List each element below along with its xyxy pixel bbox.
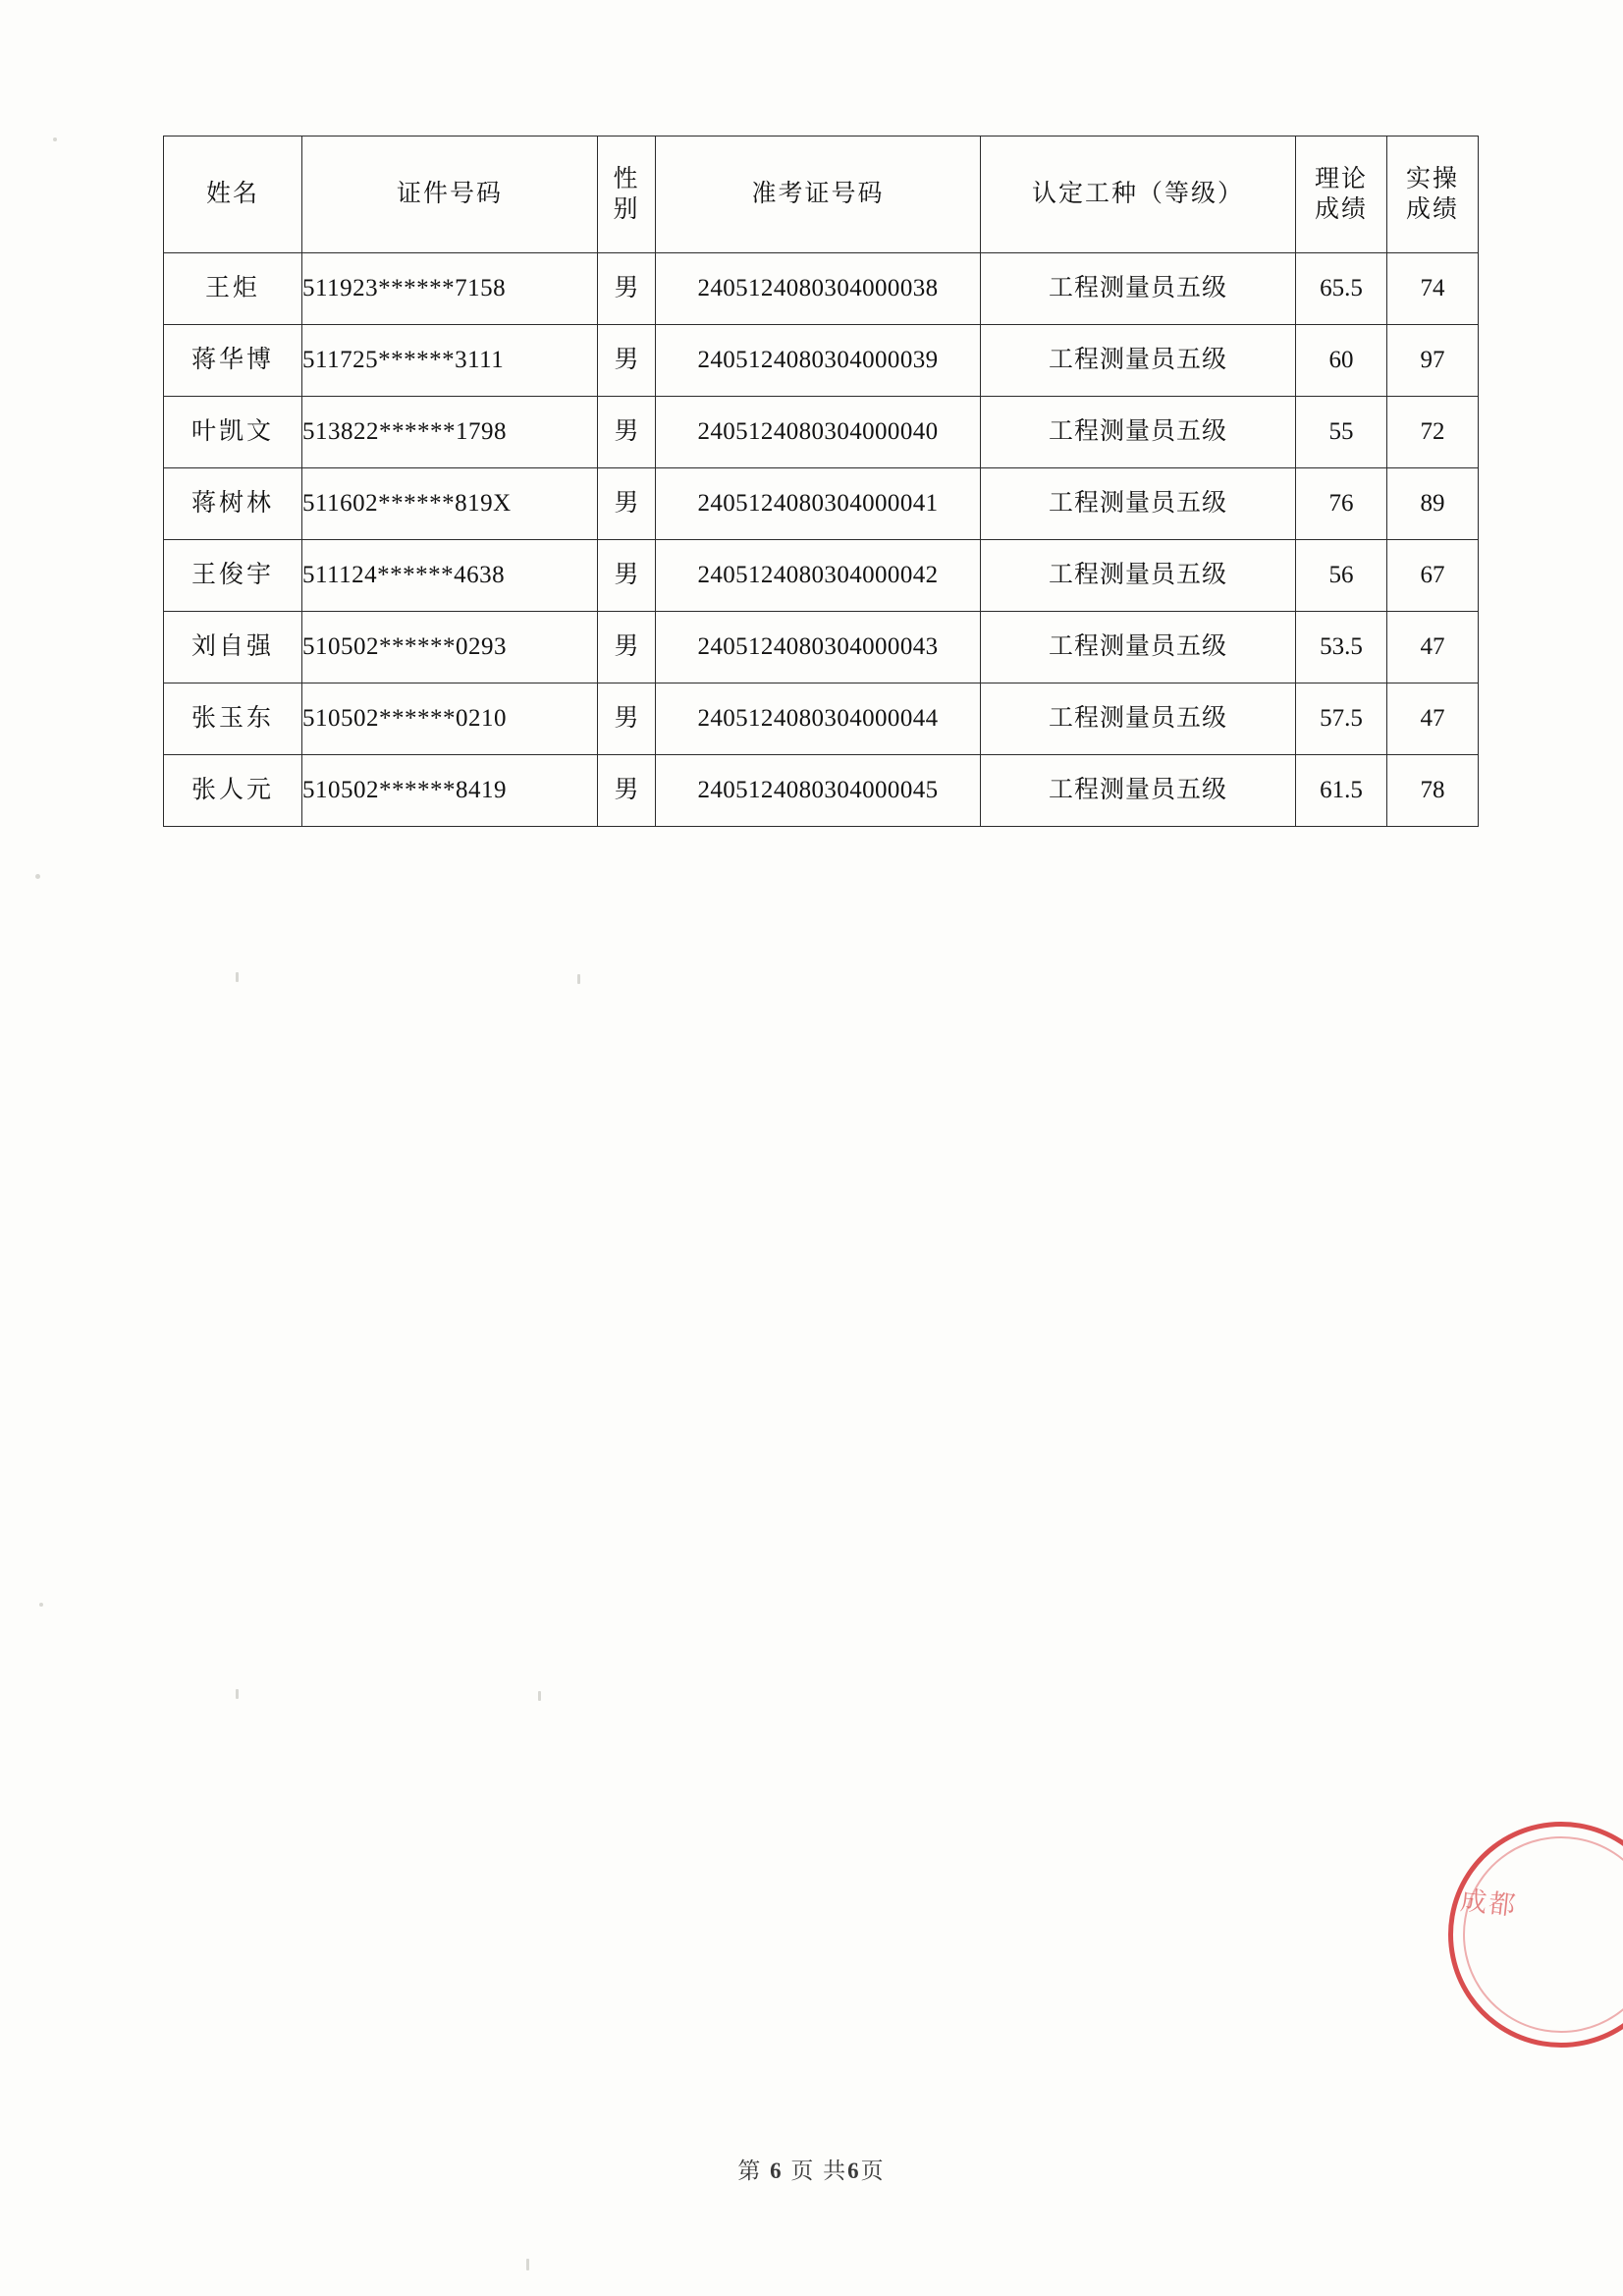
table-header-row [164, 137, 1479, 253]
cell-trade: 工程测量员五级 [981, 397, 1296, 468]
cell-gender: 男 [598, 325, 656, 397]
footer-middle: 页 [790, 2159, 816, 2183]
cell-ticket: 2405124080304000044 [656, 683, 981, 755]
cell-name: 蒋华博 [164, 325, 302, 397]
cell-name: 王俊宇 [164, 540, 302, 612]
stamp-inner-ring [1444, 1818, 1623, 2050]
cell-ticket: 2405124080304000043 [656, 612, 981, 683]
column-header-gender-line1: 性 [613, 165, 640, 192]
cell-ticket: 2405124080304000038 [656, 253, 981, 325]
cell-ticket: 2405124080304000039 [656, 325, 981, 397]
table-row [164, 612, 1479, 683]
scan-speck [577, 974, 580, 984]
table-row [164, 683, 1479, 755]
scan-speck [236, 1689, 239, 1699]
cell-theory: 55 [1296, 397, 1387, 468]
footer-suffix: 页 [860, 2159, 886, 2183]
footer-total-prefix: 共 [823, 2159, 848, 2183]
cell-ticket: 2405124080304000040 [656, 397, 981, 468]
footer-prefix: 第 [737, 2159, 763, 2183]
cell-trade: 工程测量员五级 [981, 612, 1296, 683]
footer-total-pages: 6 [847, 2159, 861, 2183]
cell-id: 510502******0210 [302, 683, 598, 755]
official-stamp [1428, 1801, 1623, 2069]
column-header-theory-line2: 成绩 [1314, 196, 1368, 223]
cell-trade: 工程测量员五级 [981, 253, 1296, 325]
scan-speck [53, 137, 57, 141]
cell-gender: 男 [598, 468, 656, 540]
cell-theory: 57.5 [1296, 683, 1387, 755]
grades-table-container [163, 136, 1459, 827]
cell-practice: 67 [1387, 540, 1479, 612]
cell-name: 刘自强 [164, 612, 302, 683]
scan-speck [35, 874, 40, 879]
column-header-id-label: 证件号码 [396, 180, 503, 207]
scan-speck [39, 1603, 43, 1607]
cell-name: 王炬 [164, 253, 302, 325]
column-header-practice [1387, 137, 1479, 253]
cell-gender: 男 [598, 253, 656, 325]
table-header [164, 137, 1479, 253]
table-row [164, 540, 1479, 612]
column-header-practice-line1: 实操 [1405, 165, 1459, 192]
column-header-gender-line2: 别 [613, 196, 640, 223]
table-row [164, 755, 1479, 827]
cell-gender: 男 [598, 755, 656, 827]
cell-trade: 工程测量员五级 [981, 468, 1296, 540]
table-row [164, 397, 1479, 468]
cell-trade: 工程测量员五级 [981, 755, 1296, 827]
page-footer [0, 2153, 1623, 2185]
cell-trade: 工程测量员五级 [981, 540, 1296, 612]
cell-gender: 男 [598, 540, 656, 612]
column-header-name: 姓名 [164, 137, 302, 253]
scan-speck [538, 1691, 541, 1701]
cell-practice: 89 [1387, 468, 1479, 540]
grades-table [163, 136, 1479, 827]
cell-id: 510502******8419 [302, 755, 598, 827]
table-body [164, 253, 1479, 827]
column-header-gender [598, 137, 656, 253]
column-header-ticket: 准考证号码 [656, 137, 981, 253]
table-row [164, 253, 1479, 325]
column-header-id [302, 137, 598, 253]
cell-practice: 78 [1387, 755, 1479, 827]
cell-theory: 76 [1296, 468, 1387, 540]
scan-speck [236, 972, 239, 982]
table-row [164, 325, 1479, 397]
cell-ticket: 2405124080304000041 [656, 468, 981, 540]
cell-id: 511923******7158 [302, 253, 598, 325]
cell-theory: 61.5 [1296, 755, 1387, 827]
cell-name: 叶凯文 [164, 397, 302, 468]
cell-trade: 工程测量员五级 [981, 683, 1296, 755]
cell-ticket: 2405124080304000045 [656, 755, 981, 827]
cell-name: 张玉东 [164, 683, 302, 755]
cell-theory: 53.5 [1296, 612, 1387, 683]
cell-theory: 56 [1296, 540, 1387, 612]
stamp-text: 成都 [1458, 1886, 1519, 1922]
column-header-practice-line2: 成绩 [1405, 196, 1459, 223]
cell-practice: 74 [1387, 253, 1479, 325]
cell-gender: 男 [598, 612, 656, 683]
column-header-trade: 认定工种（等级） [981, 137, 1296, 253]
cell-name: 张人元 [164, 755, 302, 827]
footer-page-number: 6 [770, 2159, 784, 2183]
cell-practice: 47 [1387, 612, 1479, 683]
cell-id: 511725******3111 [302, 325, 598, 397]
cell-id: 513822******1798 [302, 397, 598, 468]
cell-practice: 72 [1387, 397, 1479, 468]
cell-trade: 工程测量员五级 [981, 325, 1296, 397]
cell-gender: 男 [598, 683, 656, 755]
cell-practice: 47 [1387, 683, 1479, 755]
table-row [164, 468, 1479, 540]
column-header-theory [1296, 137, 1387, 253]
cell-id: 511124******4638 [302, 540, 598, 612]
cell-id: 510502******0293 [302, 612, 598, 683]
cell-ticket: 2405124080304000042 [656, 540, 981, 612]
cell-practice: 97 [1387, 325, 1479, 397]
cell-theory: 65.5 [1296, 253, 1387, 325]
cell-id: 511602******819X [302, 468, 598, 540]
column-header-theory-line1: 理论 [1314, 165, 1368, 192]
cell-gender: 男 [598, 397, 656, 468]
cell-name: 蒋树林 [164, 468, 302, 540]
cell-theory: 60 [1296, 325, 1387, 397]
scan-speck [526, 2259, 529, 2270]
